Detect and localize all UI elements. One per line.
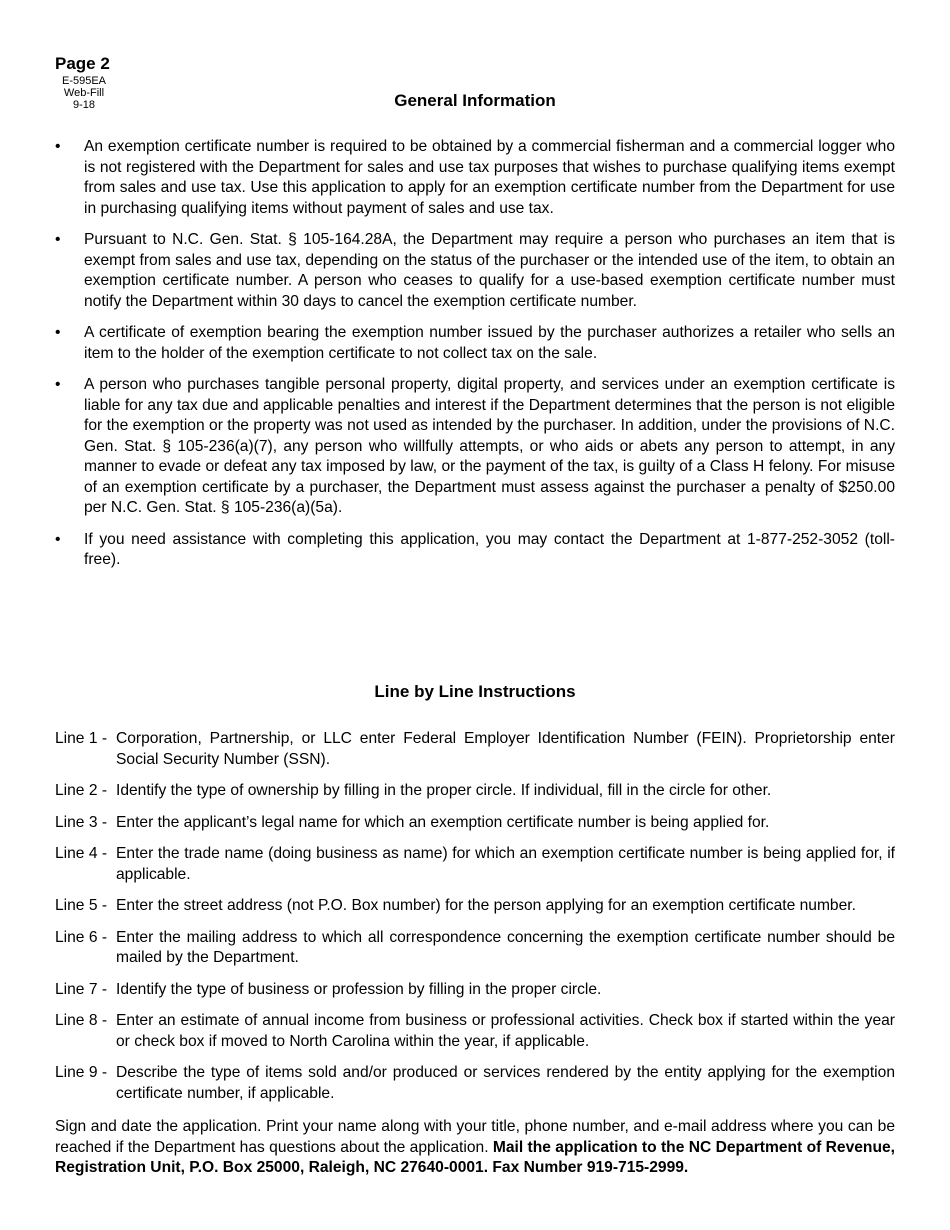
- line-text: Identify the type of ownership by filling in the proper circle. If individual, fill in the circle for other.: [116, 782, 772, 799]
- form-code-version: Web-Fill: [63, 87, 105, 99]
- line-text: Enter the applicant’s legal name for which an exemption certificate number is being applied for.: [116, 813, 770, 831]
- closing-paragraph: [55, 1117, 895, 1179]
- line-text: Enter the mailing address to which all correspondence concerning the exemption certificate number should be mailed by the Department.: [116, 928, 895, 966]
- instruction-line-1: [55, 729, 895, 770]
- line-label: Line 9 -: [55, 1064, 108, 1081]
- list-item: [55, 137, 895, 219]
- instruction-line-5: [55, 896, 895, 917]
- form-code-date: 9-18: [72, 99, 96, 111]
- instruction-line-6: [55, 928, 895, 969]
- bullet-icon: •: [55, 324, 61, 341]
- instruction-line-9: [55, 1063, 895, 1104]
- line-label: Line 6 -: [55, 928, 108, 946]
- list-item: [55, 230, 895, 312]
- line-text: Corporation, Partnership, or LLC enter Federal Employer Identification Number (FEIN). Proprietorship enter Social Security Number (SSN).: [116, 730, 895, 768]
- form-code-number: E-595EA: [61, 75, 107, 87]
- list-item: [55, 323, 895, 364]
- line-text: Describe the type of items sold and/or produced or services rendered by the entity applying for the exemption certificate number, if applicable.: [116, 1064, 895, 1102]
- line-label: Line 3 -: [55, 813, 108, 831]
- line-instructions-list: [55, 729, 895, 1115]
- line-label: Line 1 -: [55, 730, 108, 747]
- general-information-heading: General Information: [394, 91, 556, 110]
- line-label: Line 8 -: [55, 1012, 108, 1029]
- instruction-line-3: [55, 813, 895, 834]
- instruction-line-2: [55, 781, 895, 802]
- line-text: Identify the type of business or profession by filling in the proper circle.: [116, 980, 602, 998]
- line-label: Line 5 -: [55, 897, 108, 914]
- line-text: Enter an estimate of annual income from business or professional activities. Check box if started within the year or check box if moved to North Carolina within the year, if applicable.: [116, 1012, 895, 1050]
- instruction-line-4: [55, 844, 895, 885]
- list-item-text: If you need assistance with completing this application, you may contact the Department at 1-877-252-3052 (toll-free).: [84, 530, 895, 568]
- bullet-icon: •: [55, 376, 61, 393]
- line-label: Line 7 -: [55, 980, 108, 998]
- instruction-line-8: [55, 1011, 895, 1052]
- list-item: [55, 375, 895, 519]
- line-label: Line 4 -: [55, 845, 108, 862]
- line-label: Line 2 -: [55, 782, 108, 799]
- page-number: Page 2: [55, 54, 110, 73]
- mailing-instructions: Mail the application to the NC Department of Revenue, Registration Unit, P.O. Box 25000, Raleigh, NC 27640-0001. Fax Number 919-715-2999.: [55, 1138, 895, 1176]
- bullet-icon: •: [55, 138, 61, 155]
- list-item-text: A certificate of exemption bearing the exemption number issued by the purchaser authorizes a retailer who sells an item to the holder of the exemption certificate to not collect tax on the sale.: [84, 324, 895, 362]
- list-item-text: Pursuant to N.C. Gen. Stat. § 105-164.28A, the Department may require a person who purchases an item that is exempt from sales and use tax, depending on the status of the purchaser or the intended use of the item, to obtain an exemption certificate number. A person who ceases to qualify for a use-based exemption certificate number must notify the Department within 30 days to cancel the exemption certificate number.: [84, 231, 895, 310]
- bullet-icon: •: [55, 231, 61, 248]
- line-text: Enter the street address (not P.O. Box number) for the person applying for an exemption certificate number.: [116, 897, 856, 914]
- closing-text: Sign and date the application. Print your name along with your title, phone number, and e-mail address where you can be reached if the Department has questions about the application.: [55, 1118, 895, 1156]
- line-instructions-heading: Line by Line Instructions: [374, 682, 576, 701]
- list-item-text: An exemption certificate number is required to be obtained by a commercial fisherman and a commercial logger who is not registered with the Department for sales and use tax purposes that wishes to purchase qualifying items exempt from sales and use tax. Use this application to apply for an exemption certificate number from the Department for use in purchasing qualifying items without payment of sales and use tax.: [84, 138, 895, 217]
- bullet-icon: •: [55, 530, 61, 548]
- list-item: [55, 530, 895, 571]
- line-text: Enter the trade name (doing business as name) for which an exemption certificate number is being applied for, if applicable.: [116, 845, 895, 883]
- list-item-text: A person who purchases tangible personal property, digital property, and services under an exemption certificate is liable for any tax due and applicable penalties and interest if the Department determines that the person is not eligible for the exemption or the property was not used as intended by the purchaser. In addition, under the provisions of N.C. Gen. Stat. § 105-236(a)(7), any person who willfully attempts, or who aids or abets any person to attempt, in any manner to evade or defeat any tax imposed by law, or the payment of the tax, is guilty of a Class H felony. For misuse of an exemption certificate by a purchaser, the Department must assess against the purchaser a penalty of $250.00 per N.C. Gen. Stat. § 105-236(a)(5a).: [84, 376, 895, 516]
- general-information-list: [55, 137, 895, 582]
- instruction-line-7: [55, 980, 895, 1001]
